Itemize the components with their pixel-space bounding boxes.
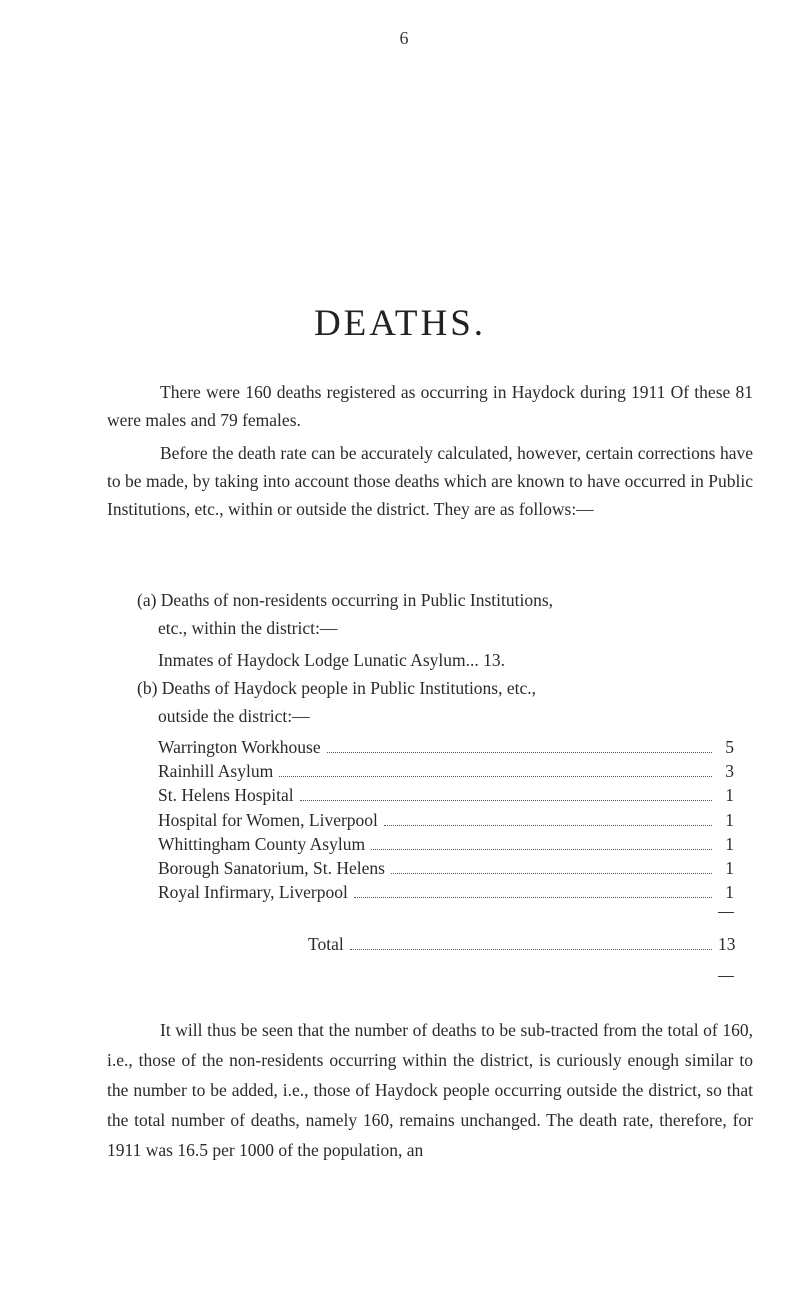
institutions-list — [158, 737, 734, 906]
dot-leader — [327, 752, 712, 753]
institution-count: 1 — [725, 882, 734, 903]
total-value: 13 — [718, 934, 736, 954]
section-b-line1: (b) Deaths of Haydock people in Public Institutions, etc., — [137, 678, 537, 698]
total-label: Total — [308, 934, 344, 954]
list-item — [158, 858, 734, 882]
institution-name: Royal Infirmary, Liverpool — [158, 882, 348, 903]
institution-name: Borough Sanatorium, St. Helens — [158, 857, 385, 878]
institution-name: Whittingham County Asylum — [158, 833, 366, 854]
list-item — [158, 834, 734, 858]
sum-rule-bottom — [718, 976, 734, 977]
institution-count: 1 — [725, 785, 734, 806]
paragraph-conclusion: It will thus be seen that the number of deaths to be sub-tracted from the total of 160, i.e., those of the non-residents occurring within the district, is curiously enough similar to the number to be added, i.e., those of Haydock people occurring outside the district, so that the total number of deaths, namely 160, remains unchanged. The death rate, therefore, for 1911 was 16.5 per 1000 of the population, an — [107, 1020, 753, 1160]
institution-count: 5 — [725, 737, 734, 757]
total-row — [308, 934, 734, 955]
dot-leader — [354, 897, 712, 898]
institution-count: 3 — [725, 761, 734, 782]
dot-leader — [384, 825, 712, 826]
dot-leader — [391, 873, 712, 874]
institution-name: Rainhill Asylum — [158, 761, 274, 782]
section-a-item: Inmates of Haydock Lodge Lunatic Asylum... 13. — [158, 650, 506, 670]
institution-count: 1 — [725, 857, 734, 878]
section-a-line2: etc., within the district:— — [158, 618, 338, 638]
sum-rule-top — [718, 912, 734, 913]
section-b — [137, 674, 753, 730]
dot-leader — [279, 776, 712, 777]
list-item — [158, 761, 734, 785]
institution-count: 1 — [725, 809, 734, 830]
institution-name: Warrington Workhouse — [158, 737, 321, 757]
list-item — [158, 810, 734, 834]
dot-leader — [371, 849, 712, 850]
section-b-line2: outside the district:— — [158, 706, 310, 726]
paragraph-corrections: Before the death rate can be accurately calculated, however, certain corrections have to be made, by taking into account those deaths which are known to have occurred in Public Institutions, etc., within or outside the district. They are as follows:— — [107, 443, 753, 519]
paragraph-deaths-registered: There were 160 deaths registered as occurring in Haydock during 1911 Of these 81 were males and 79 females. — [107, 382, 753, 430]
dot-leader — [300, 800, 712, 801]
institution-name: Hospital for Women, Liverpool — [158, 809, 378, 830]
dot-leader — [350, 949, 712, 950]
institution-count: 1 — [725, 833, 734, 854]
page-title: DEATHS. — [313, 303, 487, 344]
institution-name: St. Helens Hospital — [158, 785, 294, 806]
list-item — [158, 882, 734, 906]
page-number: 6 — [399, 28, 409, 48]
section-a — [137, 586, 753, 642]
list-item — [158, 737, 734, 761]
list-item — [158, 785, 734, 809]
section-a-line1: (a) Deaths of non-residents occurring in Public Institutions, — [137, 590, 554, 610]
